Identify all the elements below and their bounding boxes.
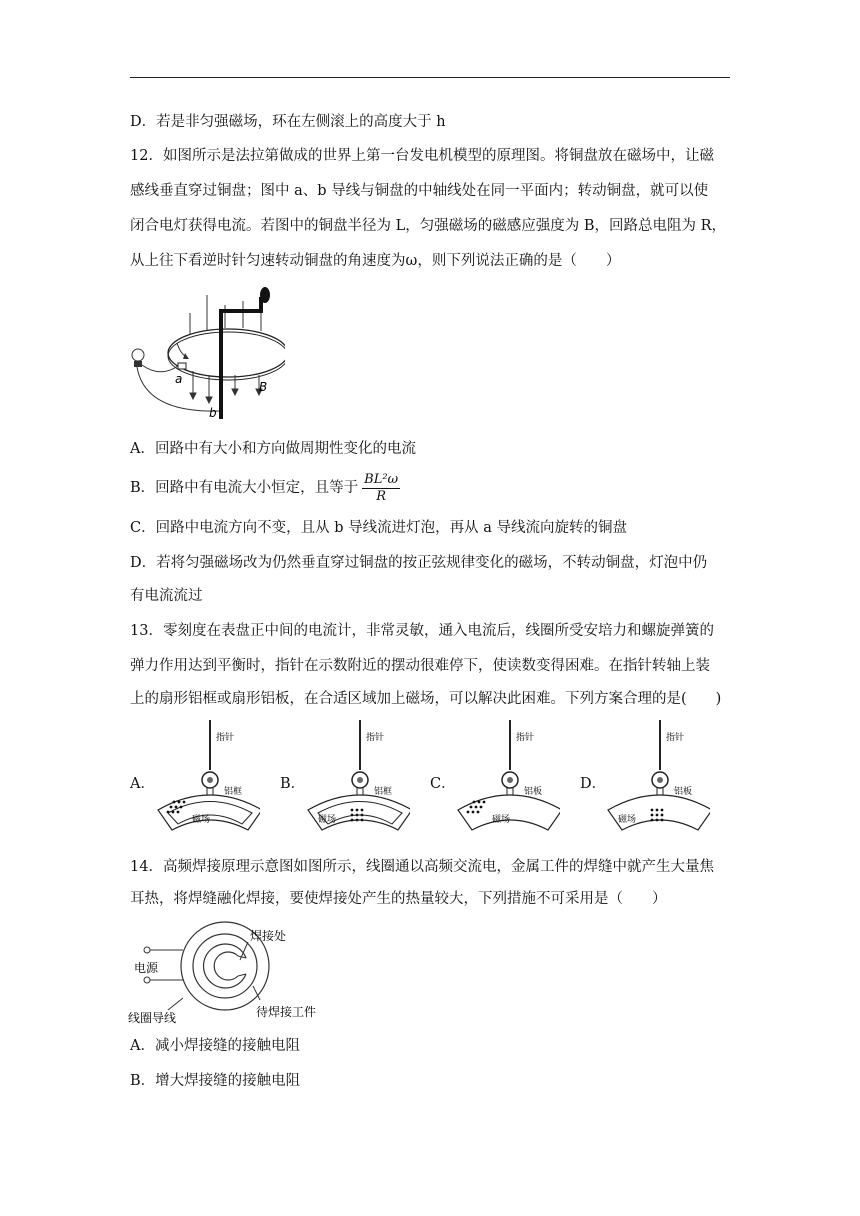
q13-stem-line2: 弹力作用达到平衡时，指针在示数附近的摆动很难停下，使读数变得困难。在指针转轴上装	[130, 658, 710, 674]
q12-option-b	[130, 470, 732, 506]
field-label: 磁场	[318, 815, 337, 825]
q13-option-label: C．	[430, 776, 456, 792]
galvanometer-figure	[450, 718, 560, 836]
needle-label: 指针	[366, 733, 385, 743]
label-a: a	[175, 372, 183, 386]
q13-option-label: D．	[580, 776, 607, 792]
q12-option-a: A．回路中有大小和方向做周期性变化的电流	[130, 441, 416, 457]
q12-stem-line1: 12．如图所示是法拉第做成的世界上第一台发电机模型的原理图。将铜盘放在磁场中，让磁	[130, 148, 714, 164]
q12-stem-line2: 感线垂直穿过铜盘；图中 a、b 导线与铜盘的中轴线处在同一平面内；转动铜盘，就可以使	[130, 183, 709, 199]
q14-option-a: A．减小焊接缝的接触电阻	[130, 1038, 300, 1054]
q11-option-d: D．若是非匀强磁场，环在左侧滚上的高度大于 h	[130, 114, 446, 130]
q12-stem-line4: 从上往下看逆时针匀速转动铜盘的角速度为ω，则下列说法正确的是（ ）	[130, 253, 621, 269]
weld-point-label: 焊接处	[250, 929, 287, 943]
coil-wire-label: 线圈导线	[128, 1011, 177, 1025]
fraction-denominator: R	[376, 488, 387, 504]
label-b: b	[209, 406, 217, 420]
welding-figure	[128, 918, 338, 1028]
q14-stem-line2: 耳热，将焊缝融化焊接，要使焊接处产生的热量较大，下列措施不可采用是（ ）	[130, 891, 667, 907]
needle-label: 指针	[216, 733, 235, 743]
q12-option-c: C．回路中电流方向不变，且从 b 导线流进灯泡，再从 a 导线流向旋转的铜盘	[130, 520, 627, 536]
q12-stem-line3: 闭合电灯获得电流。若图中的铜盘半径为 L，匀强磁场的磁感应强度为 B，回路总电阻为 R，	[130, 218, 727, 234]
plate-label: 铝板	[674, 787, 693, 797]
faraday-disc-figure	[125, 283, 285, 423]
workpiece-label: 待焊接工件	[256, 1005, 317, 1019]
q13-option-label: B．	[280, 776, 306, 792]
q14-stem-line1: 14．高频焊接原理示意图如图所示，线圈通以高频交流电，金属工件的焊缝中就产生大量焦	[130, 859, 714, 875]
q12-option-d-line1: D．若将匀强磁场改为仍然垂直穿过铜盘的按正弦规律变化的磁场，不转动铜盘，灯泡中仍	[130, 555, 708, 571]
header-rule	[130, 77, 730, 78]
galvanometer-figure	[150, 718, 260, 836]
needle-label: 指针	[516, 733, 535, 743]
q12-option-b-text: B．回路中有电流大小恒定，且等于	[130, 480, 359, 496]
fraction-numerator: BL²ω	[364, 471, 399, 487]
field-label: 磁场	[618, 815, 637, 825]
q14-option-b: B．增大焊接缝的接触电阻	[130, 1073, 301, 1089]
plate-label: 铝框	[374, 787, 393, 797]
q12-option-d-line2: 有电流流过	[130, 588, 203, 604]
fraction	[362, 472, 400, 505]
galvanometer-figure	[300, 718, 410, 836]
field-label: 磁场	[192, 815, 211, 825]
needle-label: 指针	[666, 733, 685, 743]
q13-stem-line3: 上的扇形铝框或扇形铝板，在合适区域加上磁场，可以解决此困难。下列方案合理的是( )	[130, 691, 722, 707]
q13-stem-line1: 13．零刻度在表盘正中间的电流计，非常灵敏，通入电流后，线圈所受安培力和螺旋弹簧的	[130, 623, 714, 639]
power-label: 电源	[134, 961, 159, 975]
label-B: B	[259, 380, 268, 394]
plate-label: 铝板	[524, 787, 543, 797]
plate-label: 铝框	[224, 787, 243, 797]
galvanometer-figure	[600, 718, 710, 836]
q13-option-label: A．	[130, 776, 155, 792]
field-label: 磁场	[492, 815, 511, 825]
